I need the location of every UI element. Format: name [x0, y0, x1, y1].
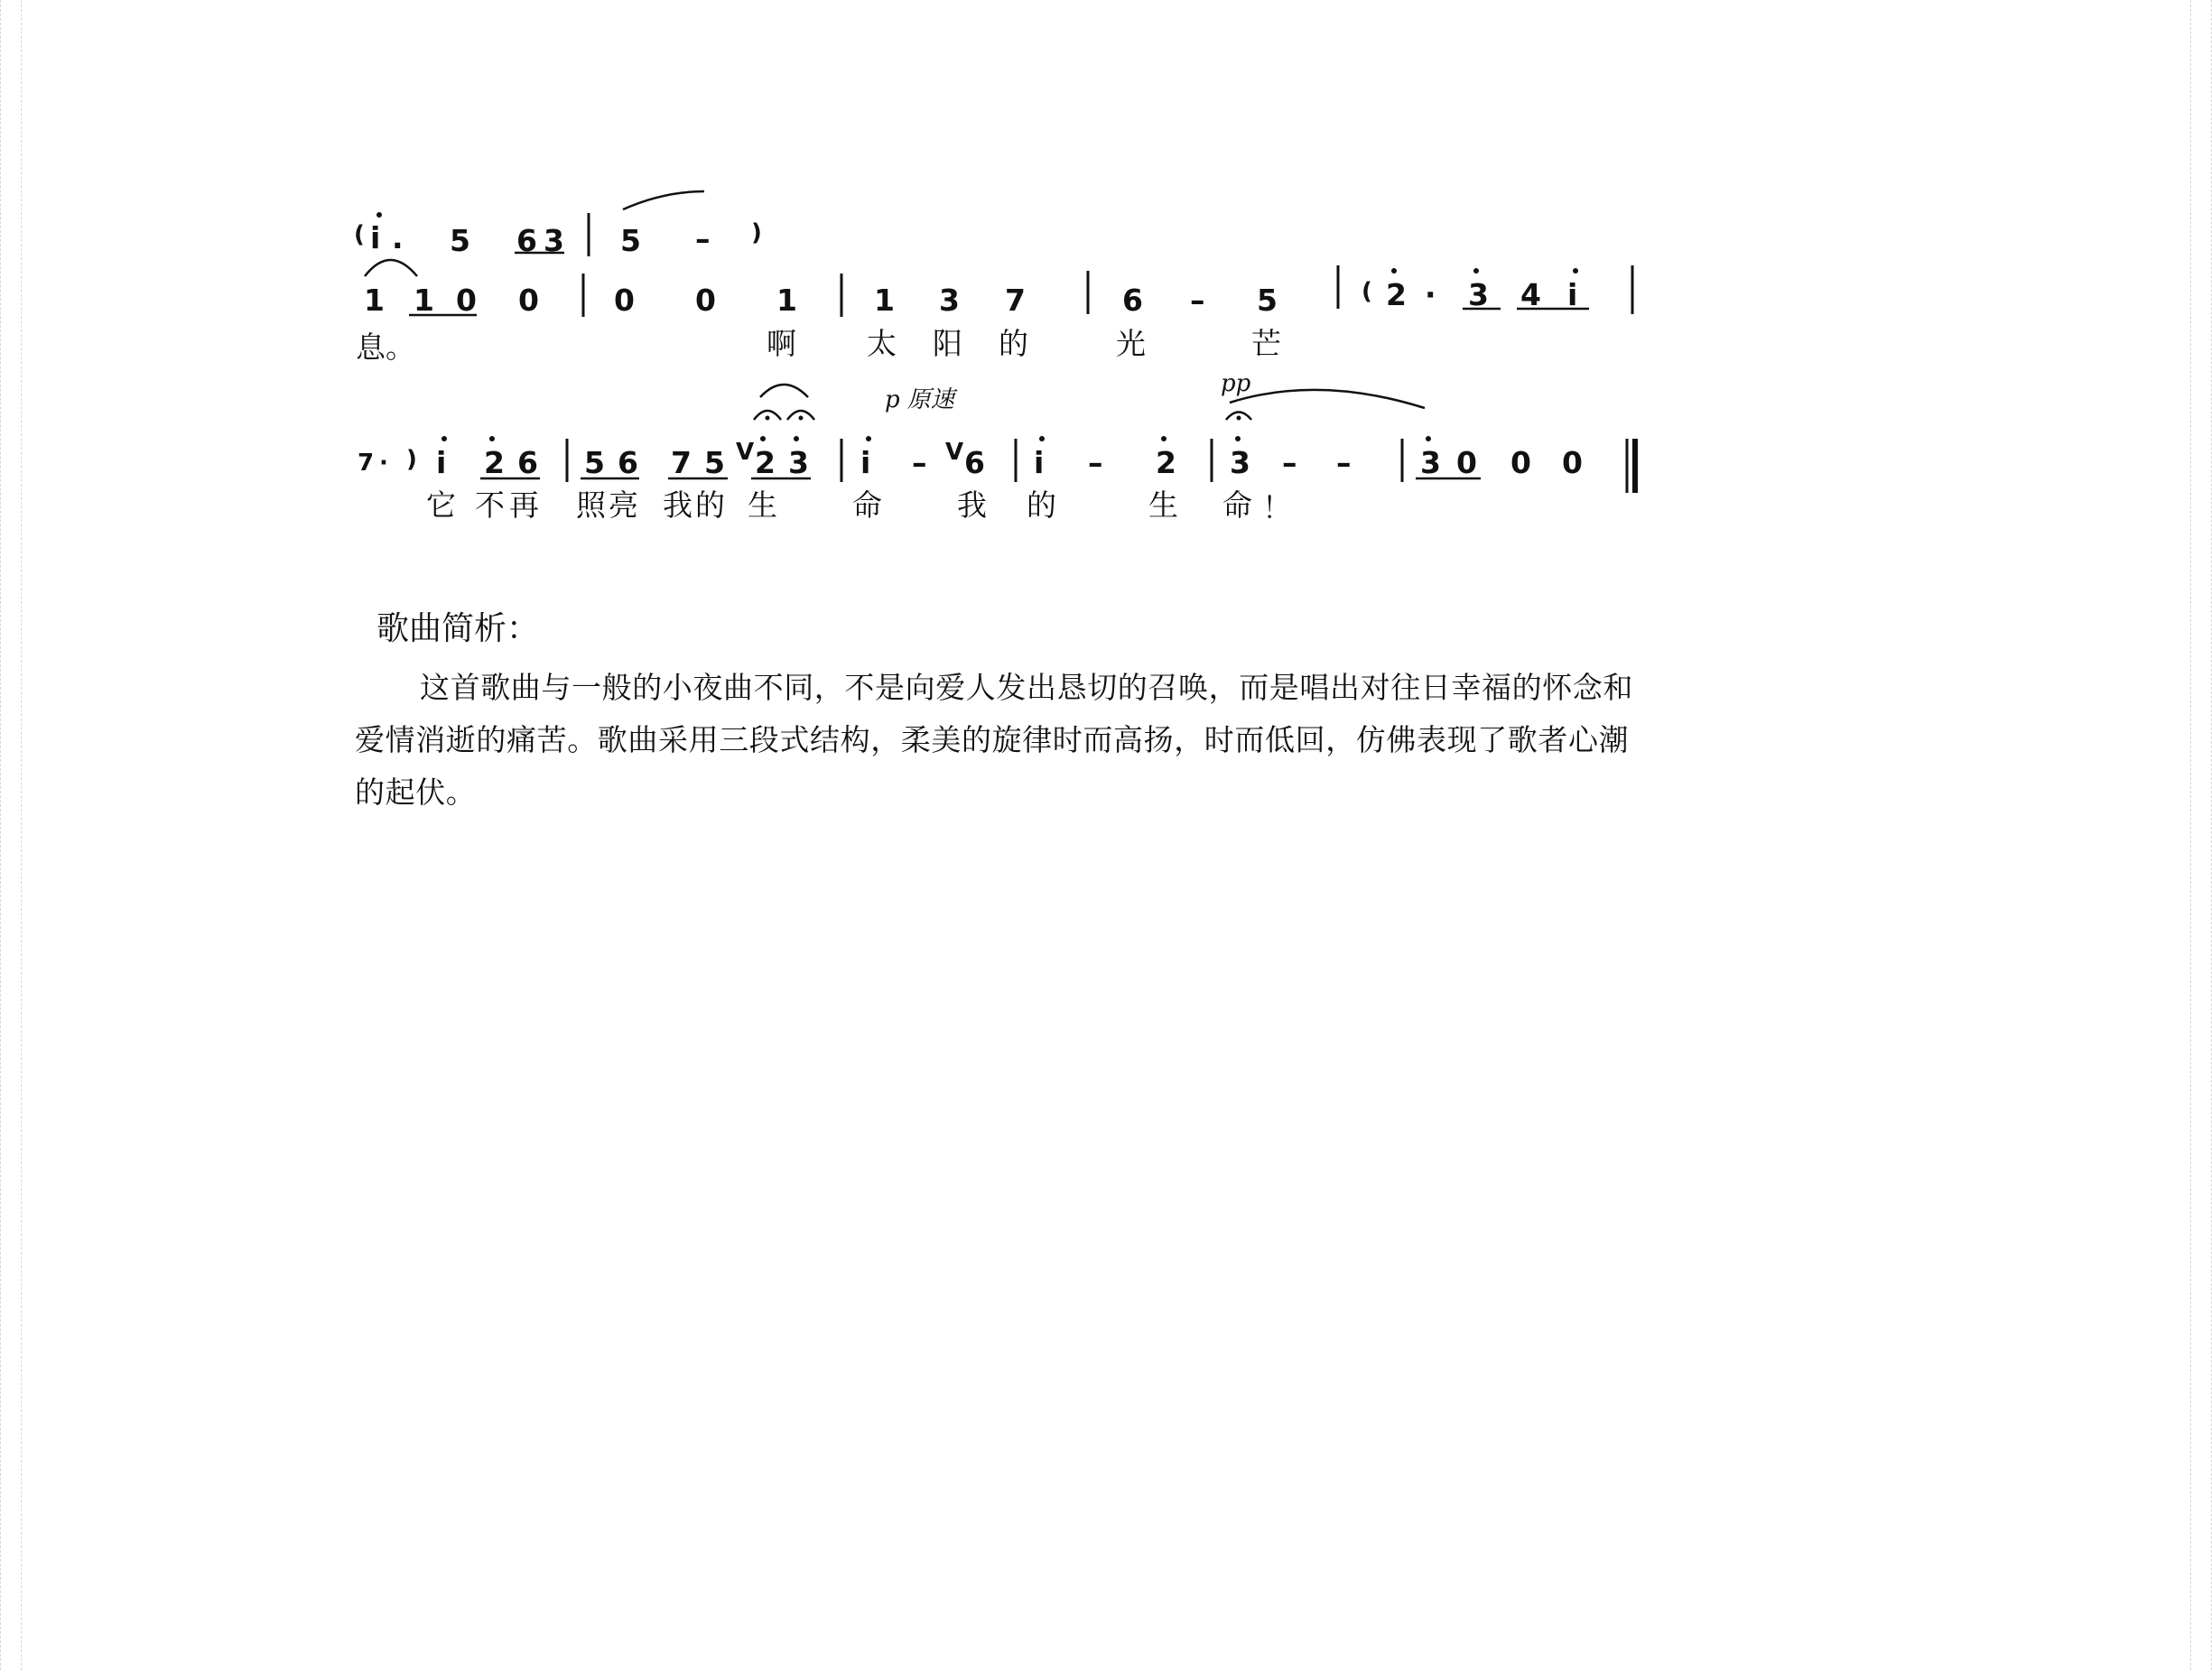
lyric: 照: [576, 487, 606, 523]
intro-note: 6: [516, 223, 537, 258]
dot: ·: [379, 450, 388, 477]
note: 7: [1005, 283, 1026, 318]
slurs: [365, 191, 1425, 408]
note: 7: [671, 445, 692, 480]
close-paren: ): [406, 446, 417, 473]
note: 0: [1456, 445, 1477, 480]
open-paren: (: [1362, 278, 1372, 305]
note: 0: [1562, 445, 1583, 480]
lyric: ！: [1262, 490, 1292, 525]
note: 7: [358, 450, 375, 477]
note: 1: [776, 283, 797, 318]
dash: –: [1282, 445, 1297, 480]
lyric: 生: [748, 487, 777, 523]
note: 2: [484, 445, 505, 480]
lyric: 再: [509, 487, 539, 523]
note: 0: [456, 283, 477, 318]
note: 6: [1122, 283, 1143, 318]
note: 6: [618, 445, 638, 480]
intro-note: 3: [544, 223, 564, 258]
note: 6: [964, 445, 985, 480]
analysis-title: 歌曲简析：: [376, 610, 540, 647]
note: 6: [517, 445, 538, 480]
note: i: [436, 445, 447, 480]
lyric: 的: [695, 487, 725, 523]
lyric: 的: [999, 326, 1028, 361]
intro-note: 5: [450, 223, 470, 258]
note: 2: [1386, 277, 1407, 312]
lyric: 命: [852, 487, 882, 523]
dot: ·: [1425, 277, 1436, 312]
breath-mark: V: [945, 439, 964, 466]
note: 1: [874, 283, 895, 318]
dynamic-mark: pp: [1221, 370, 1251, 397]
intro-dot: .: [392, 220, 404, 255]
note: 1: [414, 283, 434, 318]
note: 3: [788, 445, 809, 480]
analysis-body: 这首歌曲与一般的小夜曲不同，不是向爱人发出恳切的召唤，而是唱出对往日幸福的怀念和爱情消逝的痛苦。歌曲采用三段式结构，柔美的旋律时而高扬，时而低回，仿佛表现了歌者心潮的起伏。: [355, 670, 1633, 810]
note: 0: [695, 283, 716, 318]
note: 3: [1468, 277, 1489, 312]
dash: –: [1336, 445, 1352, 480]
octave-dots: [376, 212, 1578, 441]
note: i: [860, 445, 871, 480]
lyric: 不: [475, 487, 505, 523]
lyric: 命: [1222, 487, 1252, 523]
note: 5: [704, 445, 725, 480]
lyric: 亮: [609, 487, 638, 523]
tempo-mark: p 原速: [885, 386, 954, 413]
lyric: 太: [867, 326, 897, 361]
fermatas: [754, 385, 1251, 421]
lyric: 阳: [933, 326, 962, 361]
note: i: [1567, 277, 1578, 312]
lyric: 我: [663, 487, 692, 523]
dash: –: [1088, 445, 1103, 480]
underlines: [409, 253, 1589, 478]
lyric: 我: [957, 487, 987, 523]
lyric: 光: [1116, 326, 1146, 361]
note: 1: [364, 283, 385, 318]
dash: –: [912, 445, 927, 480]
breath-mark: V: [736, 439, 755, 466]
lyric: 的: [1027, 487, 1056, 523]
note: 3: [1230, 445, 1250, 480]
intro-note: 5: [620, 223, 641, 258]
lyric: 芒: [1251, 326, 1281, 361]
note: i: [1034, 445, 1045, 480]
dash: –: [1190, 283, 1205, 318]
note: 2: [1156, 445, 1176, 480]
note: 2: [755, 445, 776, 480]
intro-open-paren: (: [354, 221, 365, 248]
note: 4: [1520, 277, 1541, 312]
lyric: 啊: [767, 326, 796, 361]
intro-close-paren: ): [751, 219, 762, 246]
lyric: 它: [426, 487, 456, 523]
intro-dash: –: [695, 221, 711, 256]
intro-note: i: [370, 220, 381, 255]
note: 3: [939, 283, 960, 318]
note: 0: [518, 283, 539, 318]
note: 5: [1257, 283, 1278, 318]
lyric: 生: [1148, 487, 1178, 523]
note: 0: [614, 283, 635, 318]
lyric: 息。: [356, 329, 415, 365]
note: 0: [1510, 445, 1531, 480]
barlines: [567, 213, 1635, 493]
note: 3: [1420, 445, 1441, 480]
note: 5: [584, 445, 605, 480]
